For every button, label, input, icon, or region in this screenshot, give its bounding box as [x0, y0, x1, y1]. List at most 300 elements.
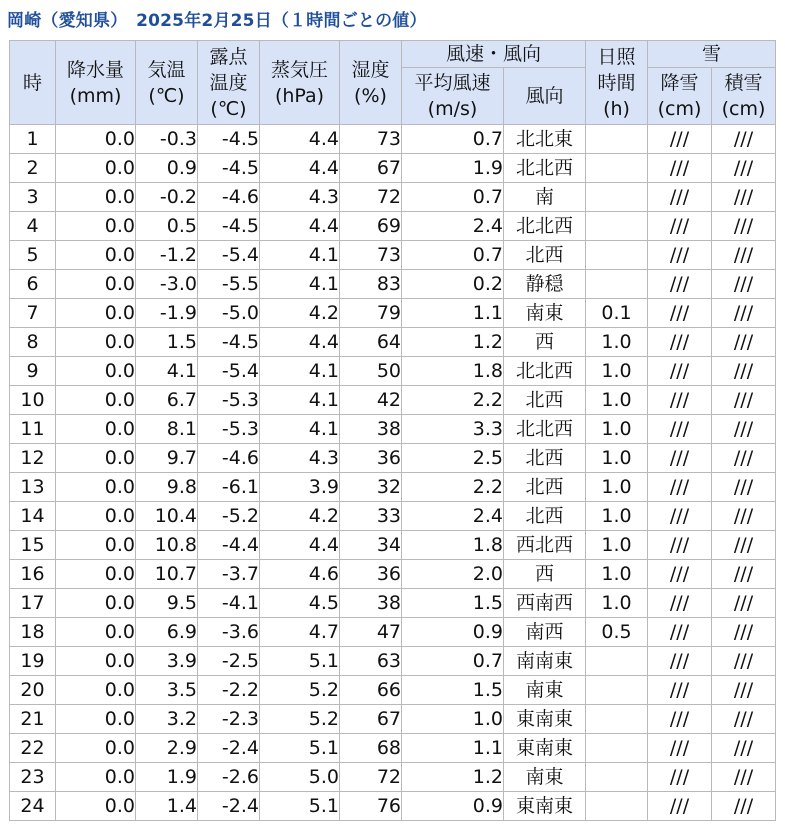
cell-wind-speed: 0.2	[402, 270, 504, 299]
cell-temperature: 1.9	[136, 763, 198, 792]
cell-snow-depth: ///	[712, 357, 776, 386]
cell-hour: 18	[10, 618, 56, 647]
cell-precipitation: 0.0	[56, 473, 136, 502]
cell-hour: 17	[10, 589, 56, 618]
cell-wind-direction: 西南西	[504, 589, 586, 618]
cell-precipitation: 0.0	[56, 415, 136, 444]
cell-snow-depth: ///	[712, 415, 776, 444]
table-row	[10, 154, 776, 183]
cell-sunshine	[586, 125, 648, 154]
cell-wind-speed: 1.1	[402, 734, 504, 763]
cell-wind-direction: 北西	[504, 473, 586, 502]
hourly-observation-table	[9, 40, 776, 821]
cell-precipitation: 0.0	[56, 589, 136, 618]
cell-vapor-pressure: 4.5	[260, 589, 340, 618]
header-snowfall: 降雪 (cm)	[648, 68, 712, 125]
cell-wind-speed: 1.8	[402, 357, 504, 386]
cell-snowfall: ///	[648, 125, 712, 154]
cell-sunshine: 1.0	[586, 415, 648, 444]
cell-sunshine: 1.0	[586, 386, 648, 415]
cell-dew-point: -4.5	[198, 328, 260, 357]
cell-temperature: 9.7	[136, 444, 198, 473]
cell-dew-point: -4.5	[198, 212, 260, 241]
cell-temperature: 1.5	[136, 328, 198, 357]
table-row	[10, 125, 776, 154]
cell-temperature: -0.2	[136, 183, 198, 212]
cell-wind-speed: 1.2	[402, 328, 504, 357]
header-precipitation: 降水量 (mm)	[56, 41, 136, 125]
cell-precipitation: 0.0	[56, 125, 136, 154]
cell-humidity: 73	[340, 241, 402, 270]
cell-temperature: 3.5	[136, 676, 198, 705]
cell-hour: 11	[10, 415, 56, 444]
header-hour: 時	[10, 41, 56, 125]
table-row	[10, 618, 776, 647]
cell-precipitation: 0.0	[56, 154, 136, 183]
cell-humidity: 72	[340, 183, 402, 212]
cell-humidity: 76	[340, 792, 402, 821]
cell-wind-direction: 北北西	[504, 154, 586, 183]
cell-temperature: 3.9	[136, 647, 198, 676]
cell-humidity: 36	[340, 444, 402, 473]
cell-wind-direction: 北北西	[504, 415, 586, 444]
cell-temperature: 3.2	[136, 705, 198, 734]
cell-vapor-pressure: 3.9	[260, 473, 340, 502]
cell-humidity: 64	[340, 328, 402, 357]
cell-dew-point: -5.5	[198, 270, 260, 299]
cell-wind-direction: 静穏	[504, 270, 586, 299]
cell-wind-direction: 北北東	[504, 125, 586, 154]
cell-vapor-pressure: 4.1	[260, 270, 340, 299]
cell-snow-depth: ///	[712, 183, 776, 212]
cell-sunshine	[586, 241, 648, 270]
cell-sunshine	[586, 734, 648, 763]
cell-vapor-pressure: 4.4	[260, 531, 340, 560]
cell-humidity: 72	[340, 763, 402, 792]
table-body	[10, 125, 776, 821]
cell-vapor-pressure: 5.0	[260, 763, 340, 792]
cell-wind-speed: 0.7	[402, 125, 504, 154]
cell-sunshine	[586, 154, 648, 183]
cell-vapor-pressure: 5.2	[260, 676, 340, 705]
table-row	[10, 676, 776, 705]
cell-temperature: 10.8	[136, 531, 198, 560]
cell-hour: 6	[10, 270, 56, 299]
cell-snowfall: ///	[648, 212, 712, 241]
cell-vapor-pressure: 4.3	[260, 183, 340, 212]
table-row	[10, 357, 776, 386]
cell-snowfall: ///	[648, 531, 712, 560]
cell-humidity: 68	[340, 734, 402, 763]
cell-temperature: 1.4	[136, 792, 198, 821]
cell-wind-direction: 西	[504, 328, 586, 357]
cell-hour: 22	[10, 734, 56, 763]
cell-snowfall: ///	[648, 502, 712, 531]
cell-sunshine	[586, 705, 648, 734]
cell-humidity: 66	[340, 676, 402, 705]
cell-wind-speed: 1.0	[402, 705, 504, 734]
cell-precipitation: 0.0	[56, 241, 136, 270]
cell-snow-depth: ///	[712, 270, 776, 299]
cell-sunshine: 1.0	[586, 531, 648, 560]
cell-sunshine	[586, 647, 648, 676]
cell-snowfall: ///	[648, 415, 712, 444]
table-row	[10, 212, 776, 241]
cell-humidity: 83	[340, 270, 402, 299]
table-row	[10, 386, 776, 415]
cell-dew-point: -5.4	[198, 241, 260, 270]
cell-vapor-pressure: 4.3	[260, 444, 340, 473]
cell-hour: 9	[10, 357, 56, 386]
cell-humidity: 67	[340, 154, 402, 183]
cell-hour: 1	[10, 125, 56, 154]
cell-snow-depth: ///	[712, 734, 776, 763]
cell-wind-direction: 北西	[504, 444, 586, 473]
cell-wind-speed: 0.7	[402, 183, 504, 212]
header-dew-point: 露点 温度 (℃)	[198, 41, 260, 125]
cell-wind-direction: 東南東	[504, 792, 586, 821]
cell-precipitation: 0.0	[56, 734, 136, 763]
cell-hour: 21	[10, 705, 56, 734]
cell-dew-point: -2.3	[198, 705, 260, 734]
cell-humidity: 32	[340, 473, 402, 502]
cell-humidity: 36	[340, 560, 402, 589]
cell-vapor-pressure: 4.4	[260, 328, 340, 357]
cell-humidity: 42	[340, 386, 402, 415]
cell-precipitation: 0.0	[56, 705, 136, 734]
cell-snowfall: ///	[648, 618, 712, 647]
table-row	[10, 763, 776, 792]
cell-wind-speed: 2.5	[402, 444, 504, 473]
cell-snow-depth: ///	[712, 473, 776, 502]
cell-dew-point: -2.2	[198, 676, 260, 705]
cell-hour: 3	[10, 183, 56, 212]
cell-hour: 5	[10, 241, 56, 270]
cell-snowfall: ///	[648, 270, 712, 299]
cell-dew-point: -5.3	[198, 386, 260, 415]
cell-precipitation: 0.0	[56, 299, 136, 328]
table-row	[10, 270, 776, 299]
cell-wind-speed: 1.8	[402, 531, 504, 560]
cell-vapor-pressure: 5.1	[260, 647, 340, 676]
cell-snowfall: ///	[648, 734, 712, 763]
cell-vapor-pressure: 4.1	[260, 386, 340, 415]
cell-vapor-pressure: 5.2	[260, 705, 340, 734]
cell-snowfall: ///	[648, 154, 712, 183]
cell-sunshine	[586, 763, 648, 792]
cell-wind-speed: 0.9	[402, 792, 504, 821]
cell-precipitation: 0.0	[56, 386, 136, 415]
cell-dew-point: -5.3	[198, 415, 260, 444]
cell-snowfall: ///	[648, 328, 712, 357]
header-wind-group: 風速・風向	[402, 41, 586, 68]
cell-precipitation: 0.0	[56, 647, 136, 676]
cell-vapor-pressure: 4.2	[260, 502, 340, 531]
cell-precipitation: 0.0	[56, 531, 136, 560]
cell-snow-depth: ///	[712, 328, 776, 357]
cell-temperature: 10.7	[136, 560, 198, 589]
cell-wind-speed: 2.2	[402, 386, 504, 415]
cell-precipitation: 0.0	[56, 212, 136, 241]
cell-wind-speed: 0.7	[402, 241, 504, 270]
cell-dew-point: -5.0	[198, 299, 260, 328]
cell-vapor-pressure: 4.1	[260, 241, 340, 270]
cell-temperature: 9.5	[136, 589, 198, 618]
cell-sunshine	[586, 270, 648, 299]
header-wind-direction: 風向	[504, 68, 586, 125]
table-row	[10, 792, 776, 821]
cell-precipitation: 0.0	[56, 618, 136, 647]
cell-snowfall: ///	[648, 444, 712, 473]
cell-sunshine	[586, 212, 648, 241]
cell-snow-depth: ///	[712, 647, 776, 676]
table-row	[10, 560, 776, 589]
cell-dew-point: -2.4	[198, 792, 260, 821]
cell-hour: 19	[10, 647, 56, 676]
cell-dew-point: -3.7	[198, 560, 260, 589]
cell-sunshine: 0.5	[586, 618, 648, 647]
cell-humidity: 50	[340, 357, 402, 386]
cell-sunshine: 0.1	[586, 299, 648, 328]
cell-snow-depth: ///	[712, 502, 776, 531]
cell-wind-direction: 北西	[504, 386, 586, 415]
page-title: 岡崎（愛知県） 2025年2月25日（１時間ごとの値）	[7, 11, 427, 31]
cell-humidity: 38	[340, 415, 402, 444]
cell-vapor-pressure: 4.6	[260, 560, 340, 589]
cell-precipitation: 0.0	[56, 444, 136, 473]
header-temperature: 気温 (℃)	[136, 41, 198, 125]
cell-precipitation: 0.0	[56, 357, 136, 386]
cell-wind-direction: 南西	[504, 618, 586, 647]
table-row	[10, 502, 776, 531]
cell-snow-depth: ///	[712, 618, 776, 647]
cell-wind-direction: 北西	[504, 502, 586, 531]
cell-wind-speed: 1.9	[402, 154, 504, 183]
cell-humidity: 38	[340, 589, 402, 618]
cell-dew-point: -4.6	[198, 183, 260, 212]
cell-snowfall: ///	[648, 589, 712, 618]
cell-wind-speed: 1.1	[402, 299, 504, 328]
cell-dew-point: -4.5	[198, 154, 260, 183]
header-humidity: 湿度 (%)	[340, 41, 402, 125]
cell-dew-point: -3.6	[198, 618, 260, 647]
header-snow-group: 雪	[648, 41, 776, 68]
header-snow-depth: 積雪 (cm)	[712, 68, 776, 125]
cell-humidity: 34	[340, 531, 402, 560]
table-row	[10, 415, 776, 444]
cell-snow-depth: ///	[712, 676, 776, 705]
cell-humidity: 69	[340, 212, 402, 241]
cell-temperature: 10.4	[136, 502, 198, 531]
cell-temperature: 6.9	[136, 618, 198, 647]
table-row	[10, 183, 776, 212]
cell-snow-depth: ///	[712, 560, 776, 589]
cell-snow-depth: ///	[712, 241, 776, 270]
cell-snow-depth: ///	[712, 792, 776, 821]
cell-temperature: 0.9	[136, 154, 198, 183]
cell-humidity: 47	[340, 618, 402, 647]
cell-snowfall: ///	[648, 647, 712, 676]
cell-humidity: 73	[340, 125, 402, 154]
header-sunshine: 日照 時間 (h)	[586, 41, 648, 125]
cell-snowfall: ///	[648, 705, 712, 734]
cell-temperature: -3.0	[136, 270, 198, 299]
table-row	[10, 705, 776, 734]
cell-sunshine	[586, 792, 648, 821]
cell-temperature: 0.5	[136, 212, 198, 241]
header-wind-speed: 平均風速 (m/s)	[402, 68, 504, 125]
cell-wind-direction: 東南東	[504, 705, 586, 734]
cell-hour: 23	[10, 763, 56, 792]
cell-vapor-pressure: 4.1	[260, 357, 340, 386]
cell-sunshine: 1.0	[586, 328, 648, 357]
cell-wind-direction: 南南東	[504, 647, 586, 676]
cell-snow-depth: ///	[712, 212, 776, 241]
cell-humidity: 79	[340, 299, 402, 328]
cell-precipitation: 0.0	[56, 183, 136, 212]
cell-wind-direction: 北西	[504, 241, 586, 270]
cell-temperature: -0.3	[136, 125, 198, 154]
cell-snow-depth: ///	[712, 589, 776, 618]
cell-wind-speed: 2.2	[402, 473, 504, 502]
cell-wind-direction: 南東	[504, 299, 586, 328]
header-vapor-pressure: 蒸気圧 (hPa)	[260, 41, 340, 125]
cell-temperature: -1.2	[136, 241, 198, 270]
cell-dew-point: -2.5	[198, 647, 260, 676]
table-row	[10, 299, 776, 328]
cell-vapor-pressure: 4.2	[260, 299, 340, 328]
cell-hour: 4	[10, 212, 56, 241]
cell-wind-speed: 0.7	[402, 647, 504, 676]
cell-snowfall: ///	[648, 241, 712, 270]
cell-wind-direction: 南東	[504, 676, 586, 705]
cell-snowfall: ///	[648, 676, 712, 705]
cell-humidity: 63	[340, 647, 402, 676]
cell-snow-depth: ///	[712, 154, 776, 183]
cell-vapor-pressure: 5.1	[260, 734, 340, 763]
cell-sunshine	[586, 183, 648, 212]
cell-temperature: 8.1	[136, 415, 198, 444]
table-row	[10, 328, 776, 357]
cell-snowfall: ///	[648, 763, 712, 792]
cell-sunshine	[586, 676, 648, 705]
cell-wind-speed: 2.4	[402, 502, 504, 531]
cell-wind-speed: 1.5	[402, 589, 504, 618]
cell-humidity: 33	[340, 502, 402, 531]
cell-wind-direction: 西北西	[504, 531, 586, 560]
table-row	[10, 473, 776, 502]
cell-snowfall: ///	[648, 183, 712, 212]
cell-wind-speed: 2.4	[402, 212, 504, 241]
cell-dew-point: -4.4	[198, 531, 260, 560]
cell-snowfall: ///	[648, 473, 712, 502]
cell-snowfall: ///	[648, 299, 712, 328]
cell-temperature: -1.9	[136, 299, 198, 328]
cell-hour: 8	[10, 328, 56, 357]
cell-snowfall: ///	[648, 357, 712, 386]
cell-vapor-pressure: 4.4	[260, 125, 340, 154]
cell-temperature: 6.7	[136, 386, 198, 415]
cell-precipitation: 0.0	[56, 328, 136, 357]
cell-hour: 20	[10, 676, 56, 705]
cell-sunshine: 1.0	[586, 589, 648, 618]
cell-dew-point: -4.1	[198, 589, 260, 618]
cell-wind-speed: 0.9	[402, 618, 504, 647]
cell-wind-direction: 西	[504, 560, 586, 589]
cell-snow-depth: ///	[712, 705, 776, 734]
cell-wind-direction: 南東	[504, 763, 586, 792]
cell-sunshine: 1.0	[586, 502, 648, 531]
cell-wind-direction: 北北西	[504, 212, 586, 241]
cell-precipitation: 0.0	[56, 502, 136, 531]
cell-hour: 13	[10, 473, 56, 502]
cell-vapor-pressure: 4.4	[260, 154, 340, 183]
cell-hour: 2	[10, 154, 56, 183]
table-row	[10, 531, 776, 560]
cell-snowfall: ///	[648, 792, 712, 821]
cell-precipitation: 0.0	[56, 270, 136, 299]
cell-precipitation: 0.0	[56, 763, 136, 792]
cell-sunshine: 1.0	[586, 560, 648, 589]
cell-temperature: 2.9	[136, 734, 198, 763]
cell-precipitation: 0.0	[56, 560, 136, 589]
table-row	[10, 444, 776, 473]
table-row	[10, 734, 776, 763]
cell-dew-point: -4.6	[198, 444, 260, 473]
cell-hour: 15	[10, 531, 56, 560]
cell-snow-depth: ///	[712, 444, 776, 473]
cell-temperature: 9.8	[136, 473, 198, 502]
cell-hour: 16	[10, 560, 56, 589]
cell-sunshine: 1.0	[586, 444, 648, 473]
cell-snowfall: ///	[648, 386, 712, 415]
cell-snow-depth: ///	[712, 763, 776, 792]
cell-dew-point: -2.4	[198, 734, 260, 763]
cell-humidity: 67	[340, 705, 402, 734]
table-row	[10, 647, 776, 676]
table-row	[10, 241, 776, 270]
cell-precipitation: 0.0	[56, 676, 136, 705]
cell-hour: 7	[10, 299, 56, 328]
cell-hour: 14	[10, 502, 56, 531]
cell-vapor-pressure: 5.1	[260, 792, 340, 821]
cell-wind-speed: 1.5	[402, 676, 504, 705]
cell-sunshine: 1.0	[586, 473, 648, 502]
cell-vapor-pressure: 4.1	[260, 415, 340, 444]
cell-hour: 24	[10, 792, 56, 821]
cell-precipitation: 0.0	[56, 792, 136, 821]
cell-snow-depth: ///	[712, 531, 776, 560]
cell-wind-speed: 1.2	[402, 763, 504, 792]
cell-dew-point: -5.4	[198, 357, 260, 386]
cell-snow-depth: ///	[712, 299, 776, 328]
cell-snow-depth: ///	[712, 386, 776, 415]
cell-dew-point: -5.2	[198, 502, 260, 531]
cell-hour: 10	[10, 386, 56, 415]
table-row	[10, 589, 776, 618]
cell-wind-speed: 2.0	[402, 560, 504, 589]
cell-temperature: 4.1	[136, 357, 198, 386]
cell-wind-speed: 3.3	[402, 415, 504, 444]
cell-wind-direction: 南	[504, 183, 586, 212]
cell-vapor-pressure: 4.7	[260, 618, 340, 647]
cell-vapor-pressure: 4.4	[260, 212, 340, 241]
cell-hour: 12	[10, 444, 56, 473]
cell-dew-point: -4.5	[198, 125, 260, 154]
cell-snowfall: ///	[648, 560, 712, 589]
cell-wind-direction: 東南東	[504, 734, 586, 763]
cell-snow-depth: ///	[712, 125, 776, 154]
